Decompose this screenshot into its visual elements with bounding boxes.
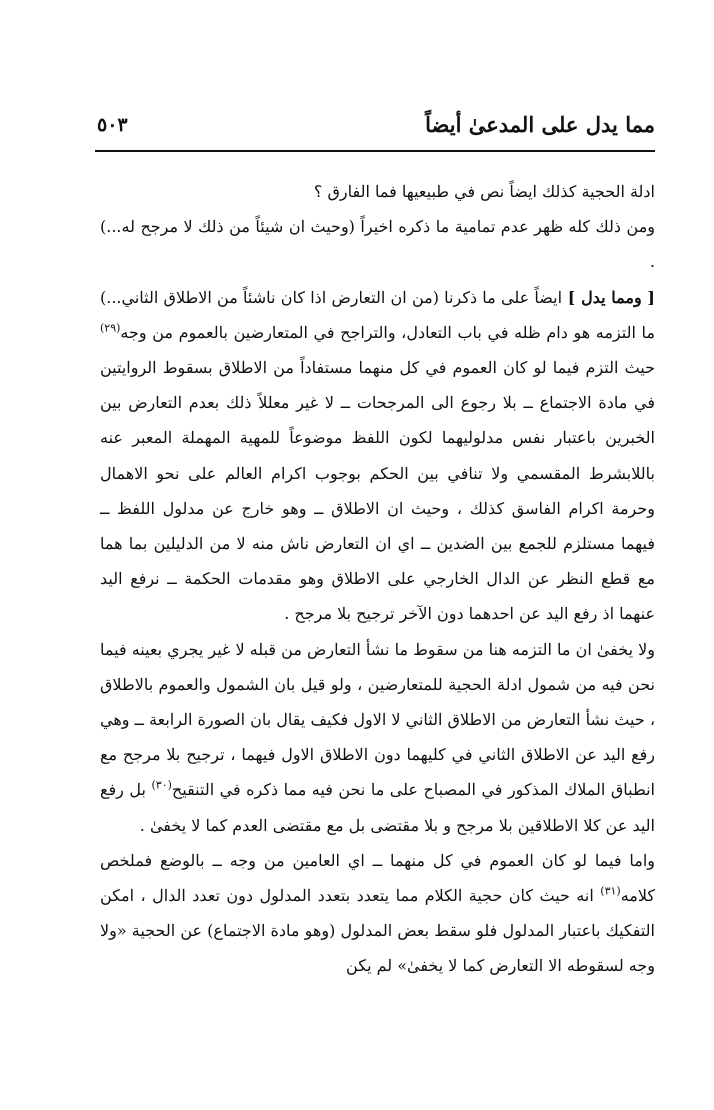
paragraph — [100, 209, 655, 279]
page-number: ٥٠٣ — [97, 114, 128, 136]
page-header — [95, 108, 655, 142]
text-run: واما فيما لو كان العموم في كل منهما ــ اي العامين من وجه ــ بالوضع فملخص كلامه — [100, 850, 655, 906]
text-run: ولا يخفىٰ ان ما التزمه هنا من سقوط ما نشأ التعارض من قبله لا غير يجري بعينه فيما نحن فيه من شمول ادلة الحجية للمتعارضين ، ولو قيل بان الشمول والعموم بالاطلاق ، حيث نشأ التعارض من الاطلاق الثاني لا الاول فكيف يقال بان الصورة الرابعة ــ وهي رفع اليد عن الاطلاق الثاني في كليهما دون الاطلاق الاول فيهما ، ترجيح بلا مرجح مع انطباق الملاك المذكور في المصباح على ما نحن فيه مما ذكره في التنقيح — [100, 639, 655, 800]
paragraph — [100, 632, 655, 843]
footnote-marker: (٣١) — [600, 884, 621, 898]
text-run: ايضاً على ما ذكرنا (من ان التعارض اذا كان ناشئاً من الاطلاق الثاني...) ما التزمه هو دام ظله في باب التعادل، والتراجح في المتعارضين بالعموم من وجه — [100, 287, 655, 342]
footnote-marker: (٢٩) — [100, 321, 121, 335]
running-title: مما يدل على المدعىٰ أيضاً — [425, 112, 655, 137]
text-run: انه حيث كان حجية الكلام مما يتعدد بتعدد المدلول دون تعدد الدال ، امكن التفكيك باعتبار المدلول فلو سقط بعض المدلول (وهو مادة الاجتماع) عن الحجية «ولا وجه لسقوطه الا التعارض كما لا يخفىٰ» لم يكن — [100, 886, 655, 976]
paragraph — [100, 174, 655, 209]
body-text — [100, 174, 655, 984]
text-run: حيث التزم فيما لو كان العموم في كل منهما مستفاداً من الاطلاق بسقوط الروايتين في مادة الاجتماع ــ بلا رجوع الى المرجحات ــ لا غير معللاً ذلك بعدم التعارض بين الخبرين باعتبار نفس مدلوليهما لكون اللفظ موضوعاً للمهية المهملة المعبر عنه باللابشرط المقسمي ولا تنافي بين الحكم بوجوب اكرام العالم على نحو الاهمال وحرمة اكرام الفاسق كذلك ، وحيث ان الاطلاق ــ وهو خارج عن مدلول اللفظ ــ فيهما مستلزم للجمع بين الضدين ــ اي ان التعارض ناش منه لا من الدليلين بما هما مع قطع النظر عن الدال الخارجي على الاطلاق وهو مقدمات الحكمة ــ نرفع اليد عنهما اذ رفع اليد عن احدهما دون الآخر ترجيح بلا مرجح . — [100, 358, 655, 624]
header-rule — [95, 150, 655, 152]
text-run: ومن ذلك كله ظهر عدم تمامية ما ذكره اخيراً (وحيث ان شيئاً من ذلك لا مرجح له...) . — [100, 217, 655, 272]
footnote-marker: (٣٠) — [151, 779, 172, 793]
text-run: بل رفع اليد عن كلا الاطلاقين بلا مرجح و بلا مقتضى بل مع مقتضى العدم كما لا يخفىٰ . — [100, 780, 655, 835]
paragraph — [100, 280, 655, 632]
paragraph — [100, 843, 655, 984]
lead-phrase: [ ومما يدل ] — [562, 287, 655, 307]
text-run: ادلة الحجية كذلك ايضاً نص في طبيعيها فما الفارق ؟ — [313, 182, 655, 201]
